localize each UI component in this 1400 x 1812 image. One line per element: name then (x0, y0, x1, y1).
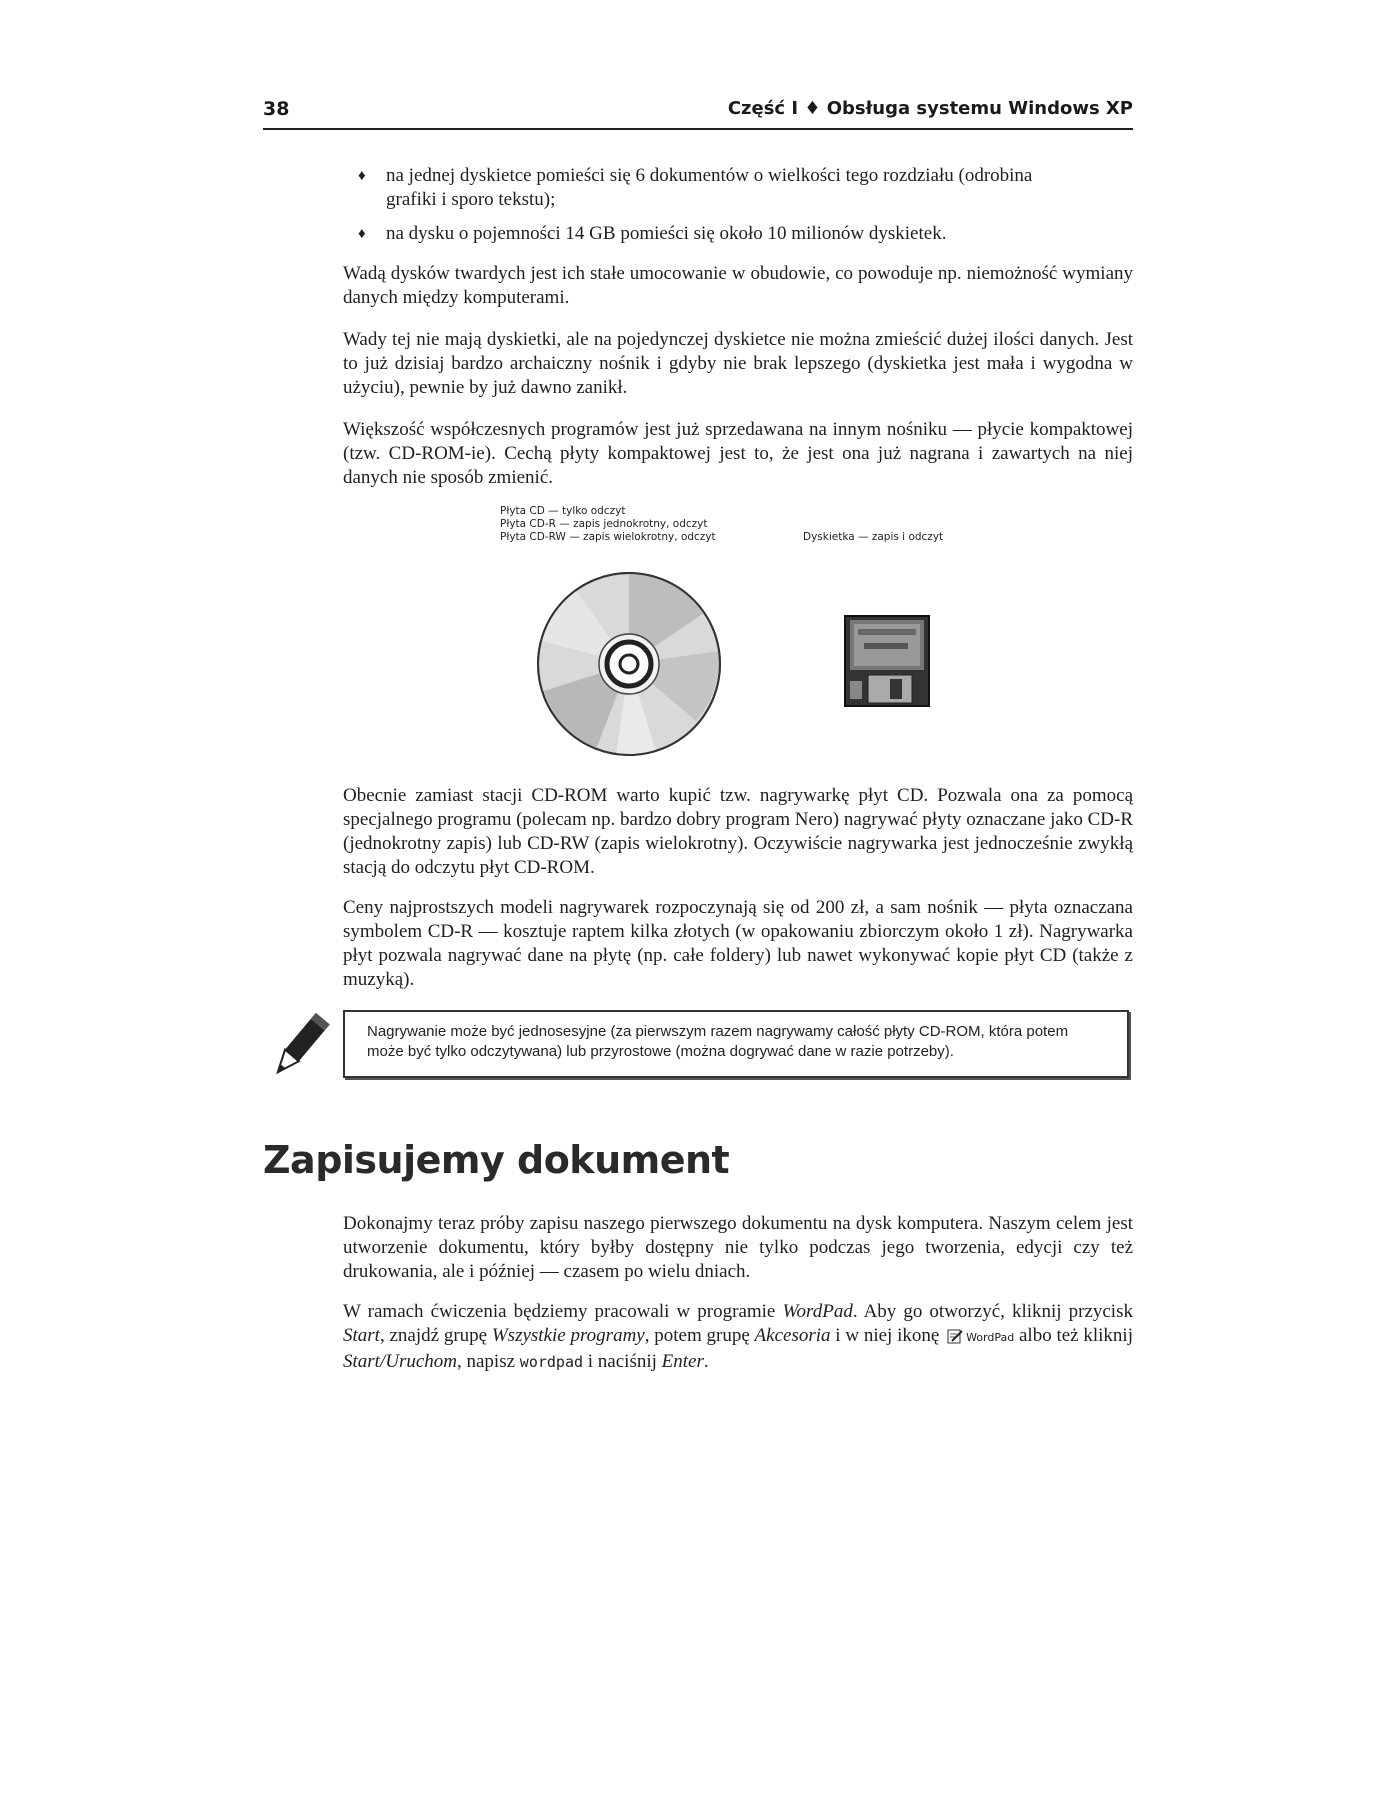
paragraph: Większość współczesnych programów jest już sprzedawana na innym nośniku — płycie kompaktowej (tzw. CD-ROM-ie). Cechą płyty kompaktowej jest to, że jest ona już nagrana i zawartych na niej danych nie sposób zmienić. (343, 419, 1133, 488)
part-title: Część I ♦ Obsługa systemu Windows XP (727, 98, 1133, 119)
key-name: Enter (661, 1351, 704, 1372)
command-code: wordpad (519, 1353, 584, 1371)
diamond-bullet-icon: ♦ (358, 226, 366, 242)
text-run: albo też kliknij (1014, 1325, 1133, 1346)
note-text: Nagrywanie może być jednosesyjne (za pierwszym razem nagrywamy całość płyty CD-ROM, która potem może być tylko odczytywana) lub przyrostowe (można dogrywać dane w razie potrzeby). (367, 1023, 1069, 1060)
figure-caption: Płyta CD — tylko odczyt (500, 505, 626, 517)
paragraph: Dokonajmy teraz próby zapisu naszego pierwszego dokumentu na dysk komputera. Naszym celem jest utworzenie dokumentu, który byłby dostępny nie tylko podczas jego tworzenia, edycji czy też drukowania, ale i później — czasem po wielu dniach. (343, 1213, 1133, 1282)
paragraph: Wadą dysków twardych jest ich stałe umocowanie w obudowie, co powoduje np. niemożność wymiany danych między komputerami. (343, 263, 1133, 308)
page-number: 38 (263, 98, 290, 120)
media-figure (500, 505, 980, 755)
bullet-text: na jednej dyskietce pomieści się 6 dokumentów o wielkości tego rozdziału (odrobina grafiki i sporo tekstu); (386, 165, 1033, 210)
figure-caption: Płyta CD-R — zapis jednokrotny, odczyt (500, 518, 708, 530)
text-run: , potem grupę (644, 1325, 755, 1346)
wordpad-icon-label: WordPad (966, 1331, 1015, 1344)
wordpad-icon (947, 1328, 963, 1344)
text-run: . Aby go otworzyć, kliknij przycisk (852, 1301, 1133, 1322)
figure-caption: Płyta CD-RW — zapis wielokrotny, odczyt (500, 531, 716, 543)
text-run: , znajdź grupę (379, 1325, 492, 1346)
floppy-disk-icon (844, 615, 930, 707)
paragraph: Wady tej nie mają dyskietki, ale na pojedynczej dyskietce nie można zmieścić dużej ilości danych. Jest to już dzisiaj bardzo archaiczny nośnik i gdyby nie brak lepszego (dyskietka jest mała i wygodna w użyciu), pewnie by już dawno zanikł. (343, 329, 1133, 398)
paragraph: Obecnie zamiast stacji CD-ROM warto kupić tzw. nagrywarkę płyt CD. Pozwala ona za pomocą specjalnego programu (polecam np. bardzo dobry program Nero) nagrywać płyty oznaczane jako CD-R (jednokrotny zapis) lub CD-RW (zapis wielokrotny). Oczywiście nagrywarka jest jednocześnie zwykłą stacją do odczytu płyt CD-ROM. (343, 785, 1133, 878)
diamond-bullet-icon: ♦ (358, 168, 366, 184)
pencil-note-icon (266, 1010, 332, 1084)
bullet-text: na dysku o pojemności 14 GB pomieści się około 10 milionów dyskietek. (386, 223, 947, 244)
note-box (343, 1010, 1129, 1078)
text-run: i w niej ikonę (830, 1325, 945, 1346)
paragraph (343, 1300, 1133, 1374)
group-name: Akcesoria (754, 1325, 831, 1346)
list-item (358, 222, 1038, 246)
running-head (263, 98, 1133, 130)
text-run: . (703, 1351, 709, 1372)
list-item (358, 164, 1038, 212)
cd-disc-icon (536, 571, 722, 757)
text-run: , napisz (457, 1351, 520, 1372)
menu-path: Start/Uruchom (343, 1351, 457, 1372)
group-name: Wszystkie programy (491, 1325, 645, 1346)
paragraph: Ceny najprostszych modeli nagrywarek rozpoczynają się od 200 zł, a sam nośnik — płyta oznaczana symbolem CD-R — kosztuje raptem kilka złotych (w opakowaniu zbiorczym około 1 zł). Nagrywarka płyt pozwala nagrywać dane na płytę (np. całe foldery) lub nawet wykonywać kopie płyt CD (także z muzyką). (343, 897, 1133, 990)
floppy-caption: Dyskietka — zapis i odczyt (803, 531, 944, 543)
cd-captions (500, 505, 716, 544)
bullet-list (358, 164, 1038, 256)
section-heading: Zapisujemy dokument (263, 1138, 730, 1182)
start-button-name: Start (343, 1325, 380, 1346)
program-name: WordPad (782, 1301, 853, 1322)
text-run: W ramach ćwiczenia będziemy pracowali w programie (343, 1301, 783, 1322)
text-run: i naciśnij (583, 1351, 662, 1372)
